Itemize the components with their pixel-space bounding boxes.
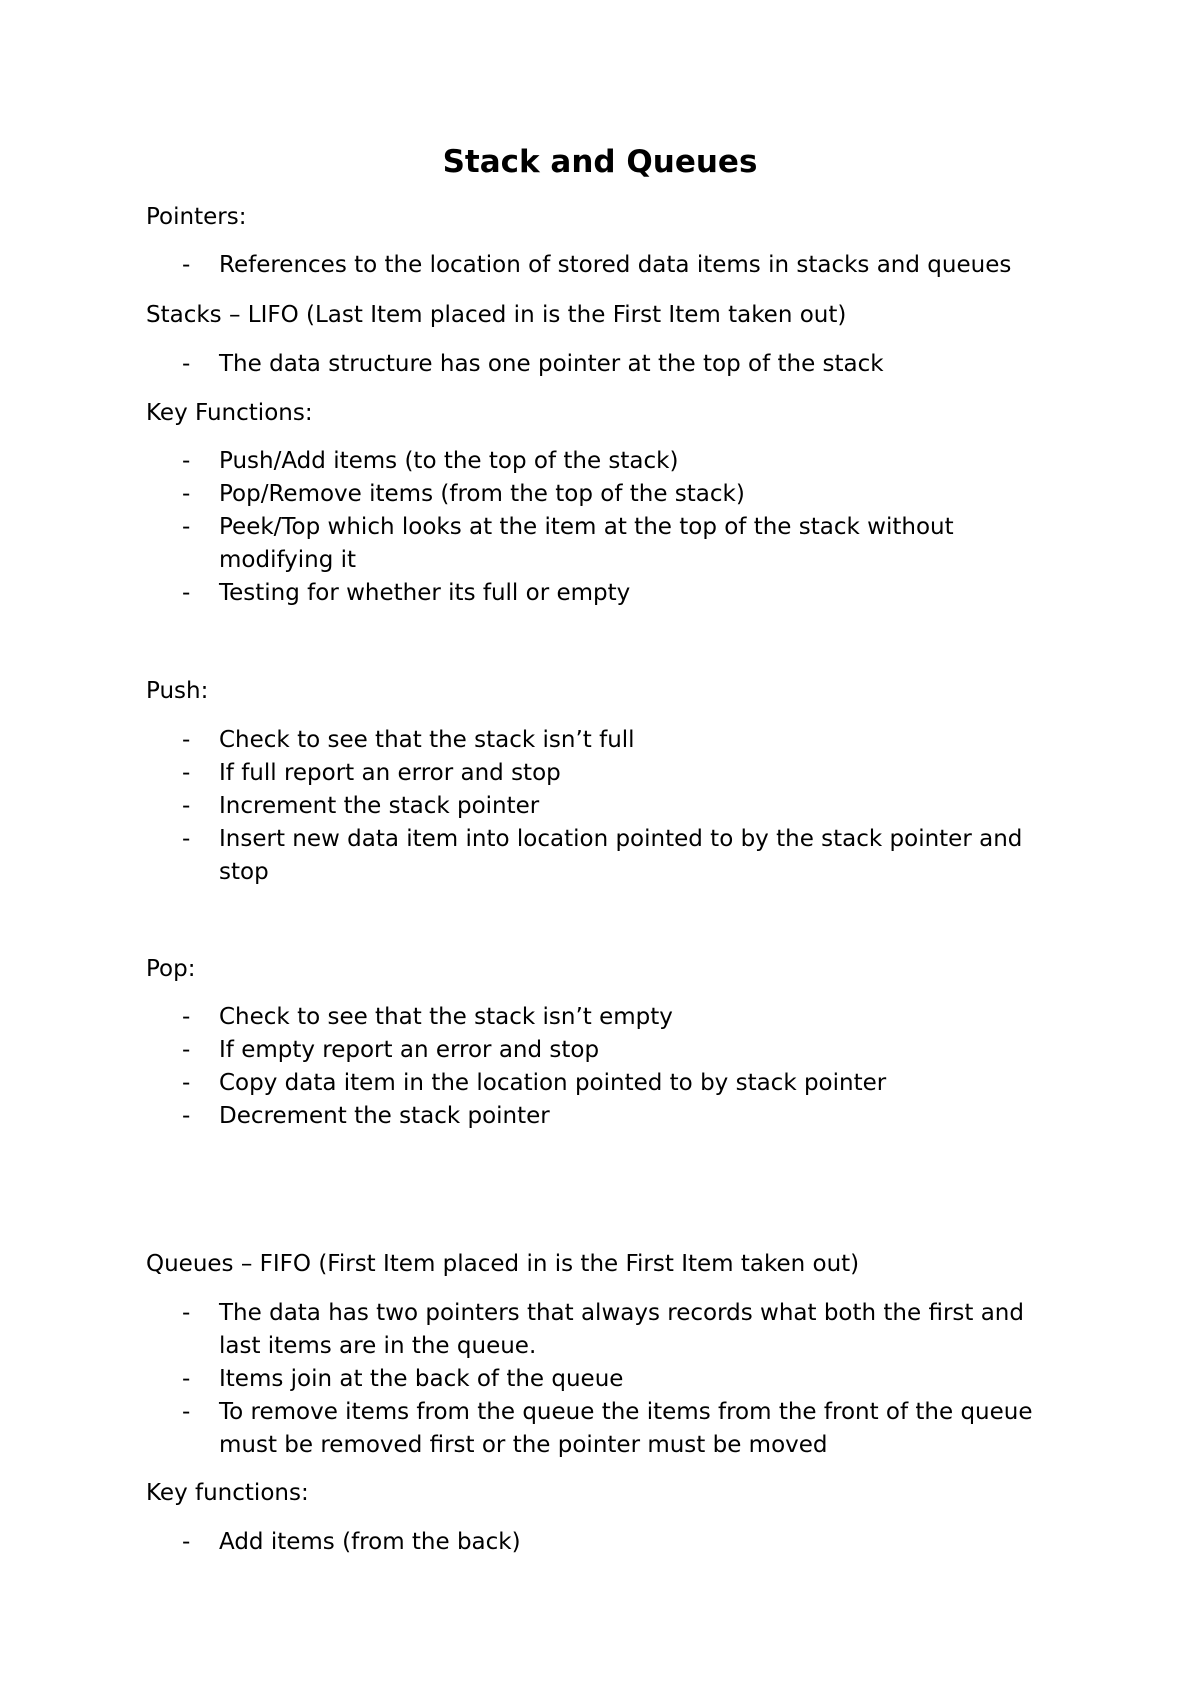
list-item: [146, 577, 1066, 610]
section-heading-queue-key-functions: Key functions:: [146, 1480, 309, 1506]
list-item: [146, 478, 1066, 511]
section-heading-pop: Pop:: [146, 956, 196, 982]
bullet-marker: -: [182, 252, 191, 278]
list-item: [146, 823, 1066, 889]
bullet-marker: -: [182, 793, 191, 819]
list-item-text: The data structure has one pointer at the top of the stack: [219, 351, 884, 377]
list-item-text: Insert new data item into location pointed to by the stack pointer and stop: [219, 826, 1023, 885]
list-item: [146, 1001, 1066, 1034]
bullet-list-queue-key-functions: [146, 1526, 1066, 1559]
section-heading-pointers: Pointers:: [146, 204, 247, 230]
list-item: [146, 1034, 1066, 1067]
bullet-marker: -: [182, 481, 191, 507]
bullet-marker: -: [182, 760, 191, 786]
bullet-marker: -: [182, 1529, 191, 1555]
bullet-marker: -: [182, 826, 191, 852]
section-heading-stacks: Stacks – LIFO (Last Item placed in is the First Item taken out): [146, 302, 847, 328]
list-item: [146, 249, 1066, 282]
list-item-text: Check to see that the stack isn’t full: [219, 727, 635, 753]
list-item: [146, 790, 1066, 823]
list-item-text: Add items (from the back): [219, 1529, 521, 1555]
bullet-marker: -: [182, 351, 191, 377]
list-item-text: If empty report an error and stop: [219, 1037, 600, 1063]
list-item-text: Push/Add items (to the top of the stack): [219, 448, 679, 474]
bullet-marker: -: [182, 1366, 191, 1392]
list-item-text: To remove items from the queue the items from the front of the queue must be removed first or the pointer must be moved: [219, 1399, 1033, 1458]
bullet-marker: -: [182, 727, 191, 753]
bullet-list-push: [146, 724, 1066, 889]
list-item: [146, 511, 1066, 577]
list-item: [146, 1363, 1066, 1396]
bullet-marker: -: [182, 448, 191, 474]
bullet-marker: -: [182, 1103, 191, 1129]
bullet-marker: -: [182, 1070, 191, 1096]
page-title: Stack and Queues: [442, 144, 758, 180]
bullet-list-pop: [146, 1001, 1066, 1133]
bullet-list-key-functions: [146, 445, 1066, 610]
section-heading-push: Push:: [146, 678, 209, 704]
bullet-marker: -: [182, 1037, 191, 1063]
list-item: [146, 1067, 1066, 1100]
list-item-text: Check to see that the stack isn’t empty: [219, 1004, 673, 1030]
list-item-text: Decrement the stack pointer: [219, 1103, 550, 1129]
bullet-marker: -: [182, 1300, 191, 1326]
list-item-text: Testing for whether its full or empty: [219, 580, 631, 606]
list-item-text: The data has two pointers that always records what both the first and last items are in the queue.: [219, 1300, 1024, 1359]
bullet-marker: -: [182, 514, 191, 540]
list-item-text: Pop/Remove items (from the top of the stack): [219, 481, 745, 507]
list-item-text: References to the location of stored data items in stacks and queues: [219, 252, 1012, 278]
list-item: [146, 1100, 1066, 1133]
list-item-text: Copy data item in the location pointed to by stack pointer: [219, 1070, 887, 1096]
list-item: [146, 445, 1066, 478]
bullet-list-queues: [146, 1297, 1066, 1462]
section-heading-queues: Queues – FIFO (First Item placed in is the First Item taken out): [146, 1251, 860, 1277]
list-item-text: Peek/Top which looks at the item at the top of the stack without modifying it: [219, 514, 954, 573]
bullet-list-stacks: [146, 348, 1066, 381]
list-item: [146, 1526, 1066, 1559]
list-item-text: Items join at the back of the queue: [219, 1366, 624, 1392]
section-heading-key-functions: Key Functions:: [146, 400, 313, 426]
bullet-marker: -: [182, 1399, 191, 1425]
list-item-text: If full report an error and stop: [219, 760, 561, 786]
bullet-marker: -: [182, 580, 191, 606]
list-item: [146, 1297, 1066, 1363]
list-item: [146, 1396, 1066, 1462]
list-item: [146, 757, 1066, 790]
list-item: [146, 348, 1066, 381]
bullet-marker: -: [182, 1004, 191, 1030]
bullet-list-pointers: [146, 249, 1066, 282]
list-item: [146, 724, 1066, 757]
list-item-text: Increment the stack pointer: [219, 793, 540, 819]
